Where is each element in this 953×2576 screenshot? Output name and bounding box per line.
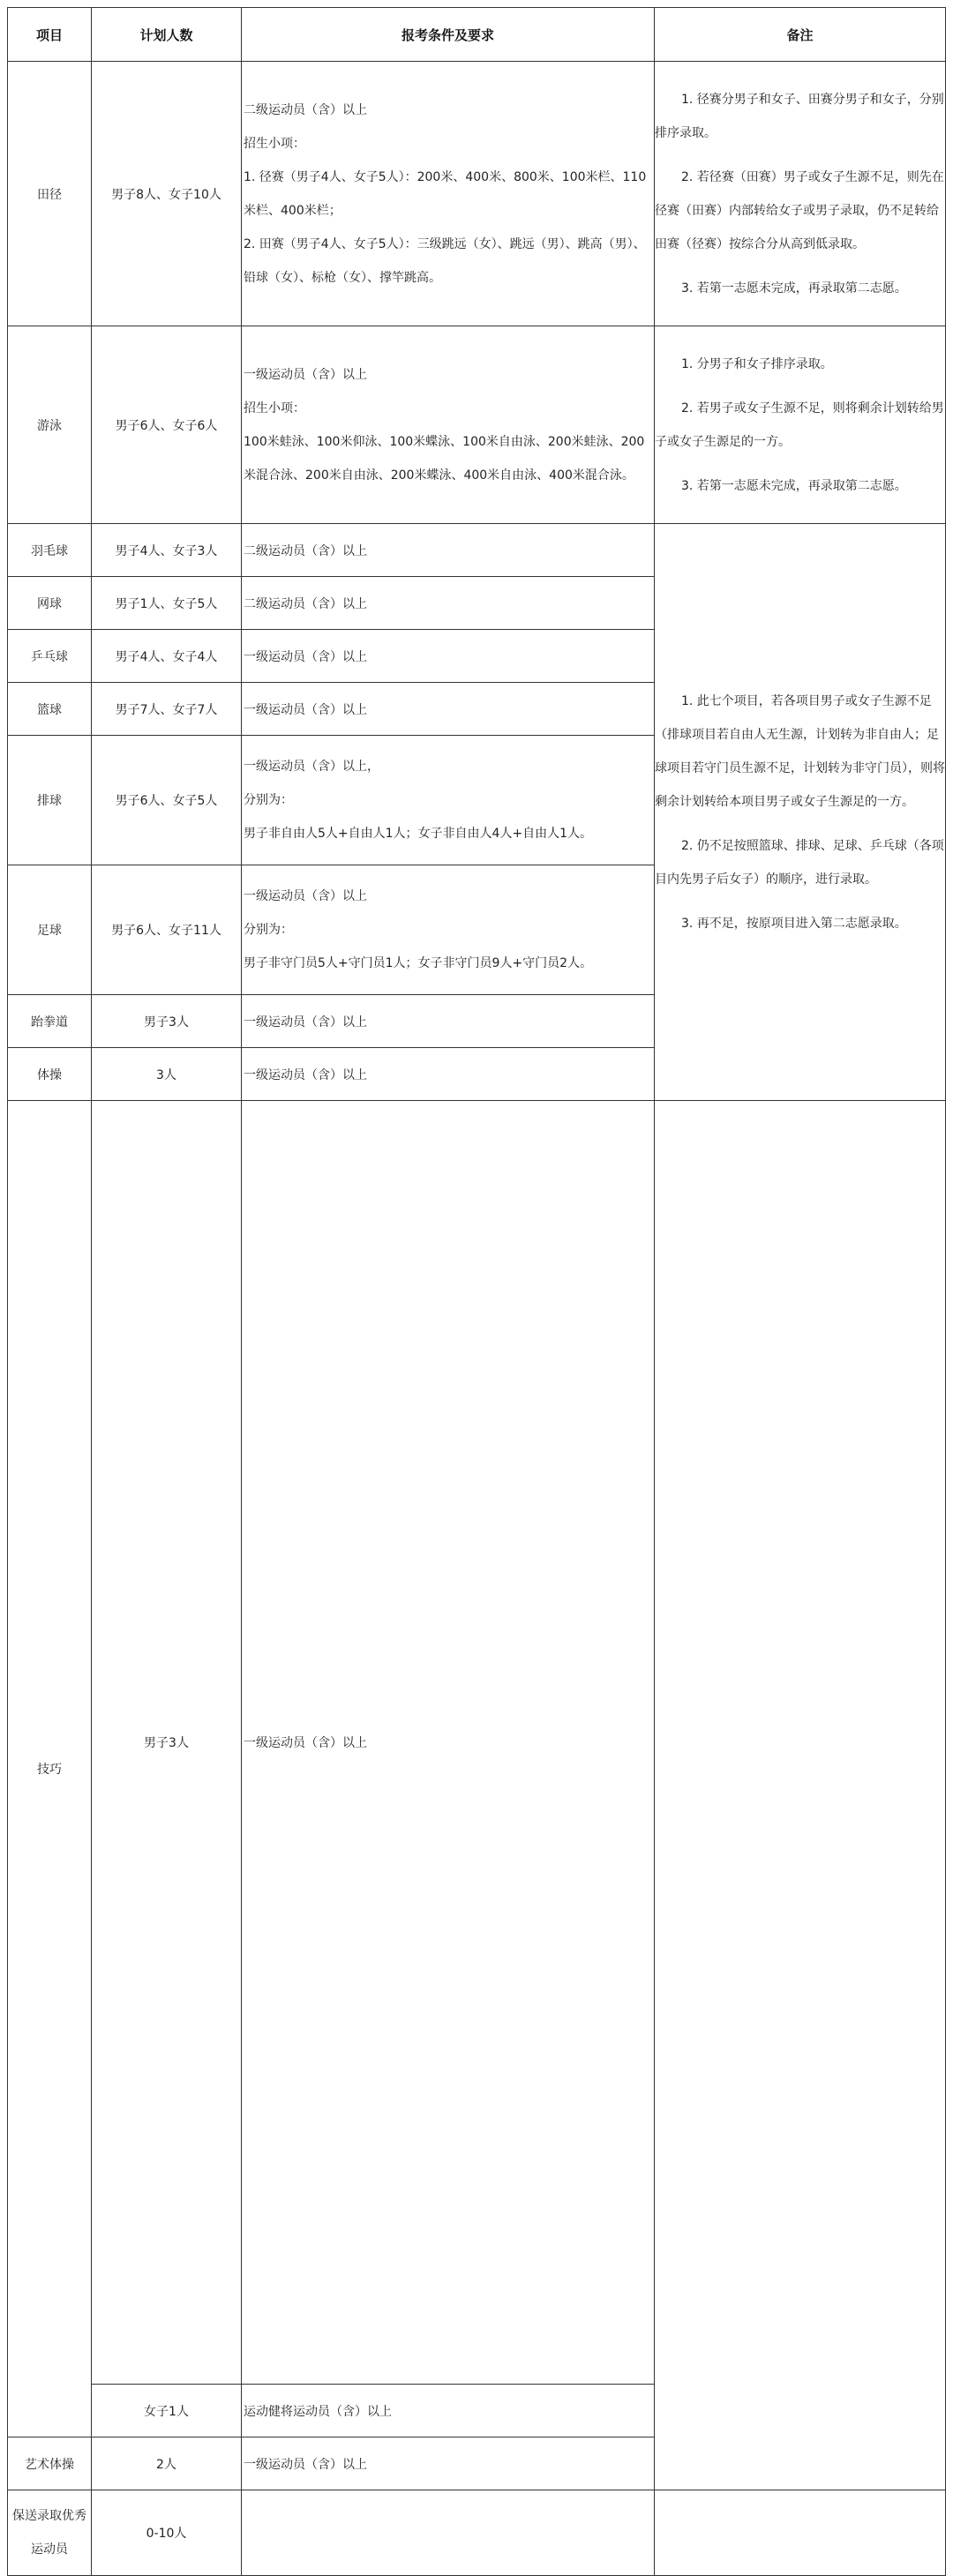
table-row: [8, 62, 946, 326]
event-name: 田径: [8, 62, 92, 326]
table-row: [8, 2385, 946, 2437]
event-name: 乒乓球: [8, 630, 92, 683]
requirements-cell: 运动健将运动员（含）以上: [242, 2385, 655, 2437]
quota-cell: 男子4人、女子3人: [92, 524, 242, 577]
header-quota: 计划人数: [92, 8, 242, 62]
admission-table: [7, 7, 946, 2576]
requirement-line: 1. 径赛（男子4人、女子5人）：200米、400米、800米、100米栏、110米栏、400米栏；: [244, 169, 647, 218]
remark-line: 1. 径赛分男子和女子、田赛分男子和女子，分别排序录取。: [655, 92, 944, 140]
requirement-line: 一级运动员（含）以上: [244, 367, 367, 382]
event-name: 跆拳道: [8, 995, 92, 1048]
requirement-line: 2. 田赛（男子4人、女子5人）：三级跳远（女）、跳远（男）、跳高（男）、铅球（女）、标枪（女）、撑竿跳高。: [244, 236, 646, 285]
quota-cell: 男子6人、女子5人: [92, 736, 242, 865]
table-row: [8, 524, 946, 577]
event-name: 体操: [8, 1048, 92, 1101]
remark-line: 2. 若男子或女子生源不足，则将剩余计划转给男子或女子生源足的一方。: [655, 401, 944, 449]
remark-line: 2. 仍不足按照篮球、排球、足球、乒乓球（各项目内先男子后女子）的顺序，进行录取。: [655, 838, 944, 887]
requirement-line: 男子非守门员5人+守门员1人；女子非守门员9人+守门员2人。: [244, 956, 593, 970]
event-name: 排球: [8, 736, 92, 865]
header-remarks: 备注: [655, 8, 946, 62]
requirement-line: 招生小项：: [244, 136, 305, 151]
requirement-line: 二级运动员（含）以上: [244, 102, 367, 117]
event-name: 游泳: [8, 326, 92, 524]
requirement-line: 分别为：: [244, 793, 293, 807]
remarks-cell: [655, 524, 946, 1101]
remark-line: 1. 分男子和女子排序录取。: [681, 356, 833, 371]
requirement-line: 一级运动员（含）以上，: [244, 760, 379, 774]
remark-line: 2. 若径赛（田赛）男子或女子生源不足，则先在径赛（田赛）内部转给女子或男子录取，仍不足转给田赛（径赛）按综合分从高到低录取。: [655, 169, 944, 251]
quota-cell: 0-10人: [92, 2490, 242, 2576]
remarks-cell: [655, 326, 946, 524]
requirements-cell: 二级运动员（含）以上: [242, 524, 655, 577]
event-name: 网球: [8, 577, 92, 630]
requirements-cell: 一级运动员（含）以上: [242, 1101, 655, 2385]
requirement-line: 招生小项：: [244, 401, 305, 416]
remark-line: 1. 此七个项目，若各项目男子或女子生源不足（排球项目若自由人无生源，计划转为非自由人；足球项目若守门员生源不足，计划转为非守门员），则将剩余计划转给本项目男子或女子生源足的一方。: [655, 693, 945, 809]
quota-cell: 男子1人、女子5人: [92, 577, 242, 630]
remark-line: 3. 再不足，按原项目进入第二志愿录取。: [681, 916, 907, 931]
event-name-text: 保送录取优秀运动员: [12, 2509, 86, 2557]
requirements-cell: 一级运动员（含）以上: [242, 1048, 655, 1101]
event-name: [8, 2490, 92, 2576]
quota-cell: 男子3人: [92, 995, 242, 1048]
requirements-cell: 一级运动员（含）以上: [242, 995, 655, 1048]
requirements-cell: 一级运动员（含）以上: [242, 2437, 655, 2490]
header-event: 项目: [8, 8, 92, 62]
quota-cell: 男子6人、女子6人: [92, 326, 242, 524]
event-name: 篮球: [8, 683, 92, 736]
requirement-line: 100米蛙泳、100米仰泳、100米蝶泳、100米自由泳、200米蛙泳、200米混合泳、200米自由泳、200米蝶泳、400米自由泳、400米混合泳。: [244, 434, 645, 483]
requirements-cell: 二级运动员（含）以上: [242, 577, 655, 630]
remark-line: 3. 若第一志愿未完成，再录取第二志愿。: [681, 281, 907, 296]
quota-cell: 3人: [92, 1048, 242, 1101]
requirements-cell: [242, 865, 655, 995]
requirement-line: 分别为：: [244, 923, 293, 937]
requirements-cell: [242, 2490, 655, 2576]
event-name: 足球: [8, 865, 92, 995]
quota-cell: 男子7人、女子7人: [92, 683, 242, 736]
event-name: 艺术体操: [8, 2437, 92, 2490]
table-row: [8, 2490, 946, 2576]
remark-line: 3. 若第一志愿未完成，再录取第二志愿。: [681, 478, 907, 493]
quota-cell: 男子3人: [92, 1101, 242, 2385]
quota-cell: 男子6人、女子11人: [92, 865, 242, 995]
requirement-line: 一级运动员（含）以上: [244, 889, 367, 903]
remarks-cell: [655, 2490, 946, 2576]
table-row: [8, 2437, 946, 2490]
header-requirements: 报考条件及要求: [242, 8, 655, 62]
table-row: [8, 1101, 946, 2385]
requirements-cell: 一级运动员（含）以上: [242, 683, 655, 736]
quota-cell: 男子8人、女子10人: [92, 62, 242, 326]
requirements-cell: [242, 62, 655, 326]
event-name: 技巧: [8, 1101, 92, 2437]
table-row: [8, 326, 946, 524]
requirements-cell: [242, 326, 655, 524]
remarks-cell: [655, 62, 946, 326]
quota-cell: 女子1人: [92, 2385, 242, 2437]
quota-cell: 2人: [92, 2437, 242, 2490]
requirements-cell: 一级运动员（含）以上: [242, 630, 655, 683]
event-name: 羽毛球: [8, 524, 92, 577]
quota-cell: 男子4人、女子4人: [92, 630, 242, 683]
header-row: [8, 8, 946, 62]
requirements-cell: [242, 736, 655, 865]
requirement-line: 男子非自由人5人+自由人1人；女子非自由人4人+自由人1人。: [244, 827, 593, 841]
